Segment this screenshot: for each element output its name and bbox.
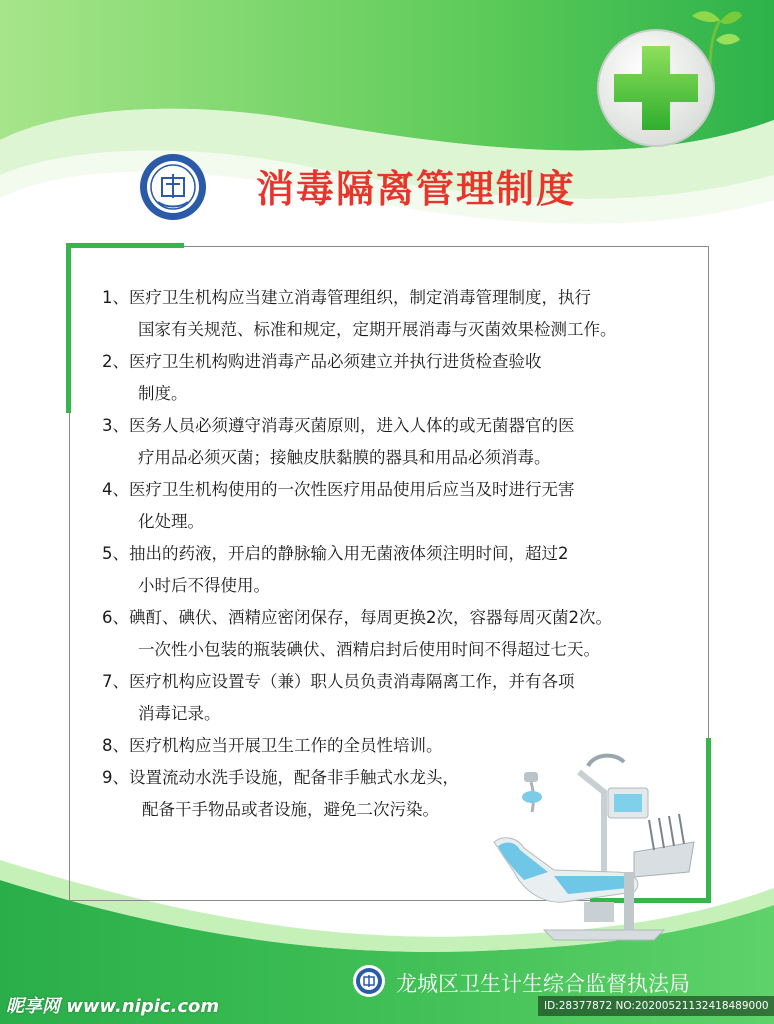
panel-accent-right [706, 738, 711, 903]
panel-accent-top [66, 243, 184, 248]
watermark-site: 昵享网 www.nipic.com [6, 996, 220, 1017]
rule-item: 2、医疗卫生机构购进消毒产品必须建立并执行进货检查验收 制度。 [102, 352, 542, 403]
rule-item: 9、设置流动水洗手设施，配备非手触式水龙头， 配备干手物品或者设施，避免二次污染。 [102, 768, 459, 819]
rule-item: 4、医疗卫生机构使用的一次性医疗用品使用后应当及时进行无害 化处理。 [102, 480, 575, 531]
rule-item: 6、碘酊、碘伏、酒精应密闭保存，每周更换2次，容器每周灭菌2次。 一次性小包装的瓶装碘伏、酒精启封后使用时间不得超过七天。 [102, 608, 612, 659]
dental-chair-illustration [484, 752, 702, 942]
panel-accent-left [66, 243, 71, 413]
health-inspection-seal-icon [138, 152, 208, 222]
watermark-id: ID:28377872 NO:20200521132418489000 [538, 996, 774, 1016]
page-title: 消毒隔离管理制度 [256, 166, 577, 211]
rules-list [102, 282, 692, 826]
footer-organization: 龙城区卫生计生综合监督执法局 [396, 972, 690, 996]
rule-item: 7、医疗机构应设置专（兼）职人员负责消毒隔离工作，并有各项 消毒记录。 [102, 672, 575, 723]
green-cross-icon [596, 28, 716, 148]
rule-item: 8、医疗机构应当开展卫生工作的全员性培训。 [102, 736, 443, 755]
rule-item: 3、医务人员必须遵守消毒灭菌原则，进入人体的或无菌器官的医 疗用品必须灭菌；接触皮肤黏膜的器具和用品必须消毒。 [102, 416, 575, 467]
health-inspection-seal-small-icon [352, 964, 386, 998]
rule-item: 5、抽出的药液，开启的静脉输入用无菌液体须注明时间，超过2 小时后不得使用。 [102, 544, 569, 595]
rule-item: 1、医疗卫生机构应当建立消毒管理组织，制定消毒管理制度，执行 国家有关规范、标准和规定，定期开展消毒与灭菌效果检测工作。 [102, 288, 617, 339]
